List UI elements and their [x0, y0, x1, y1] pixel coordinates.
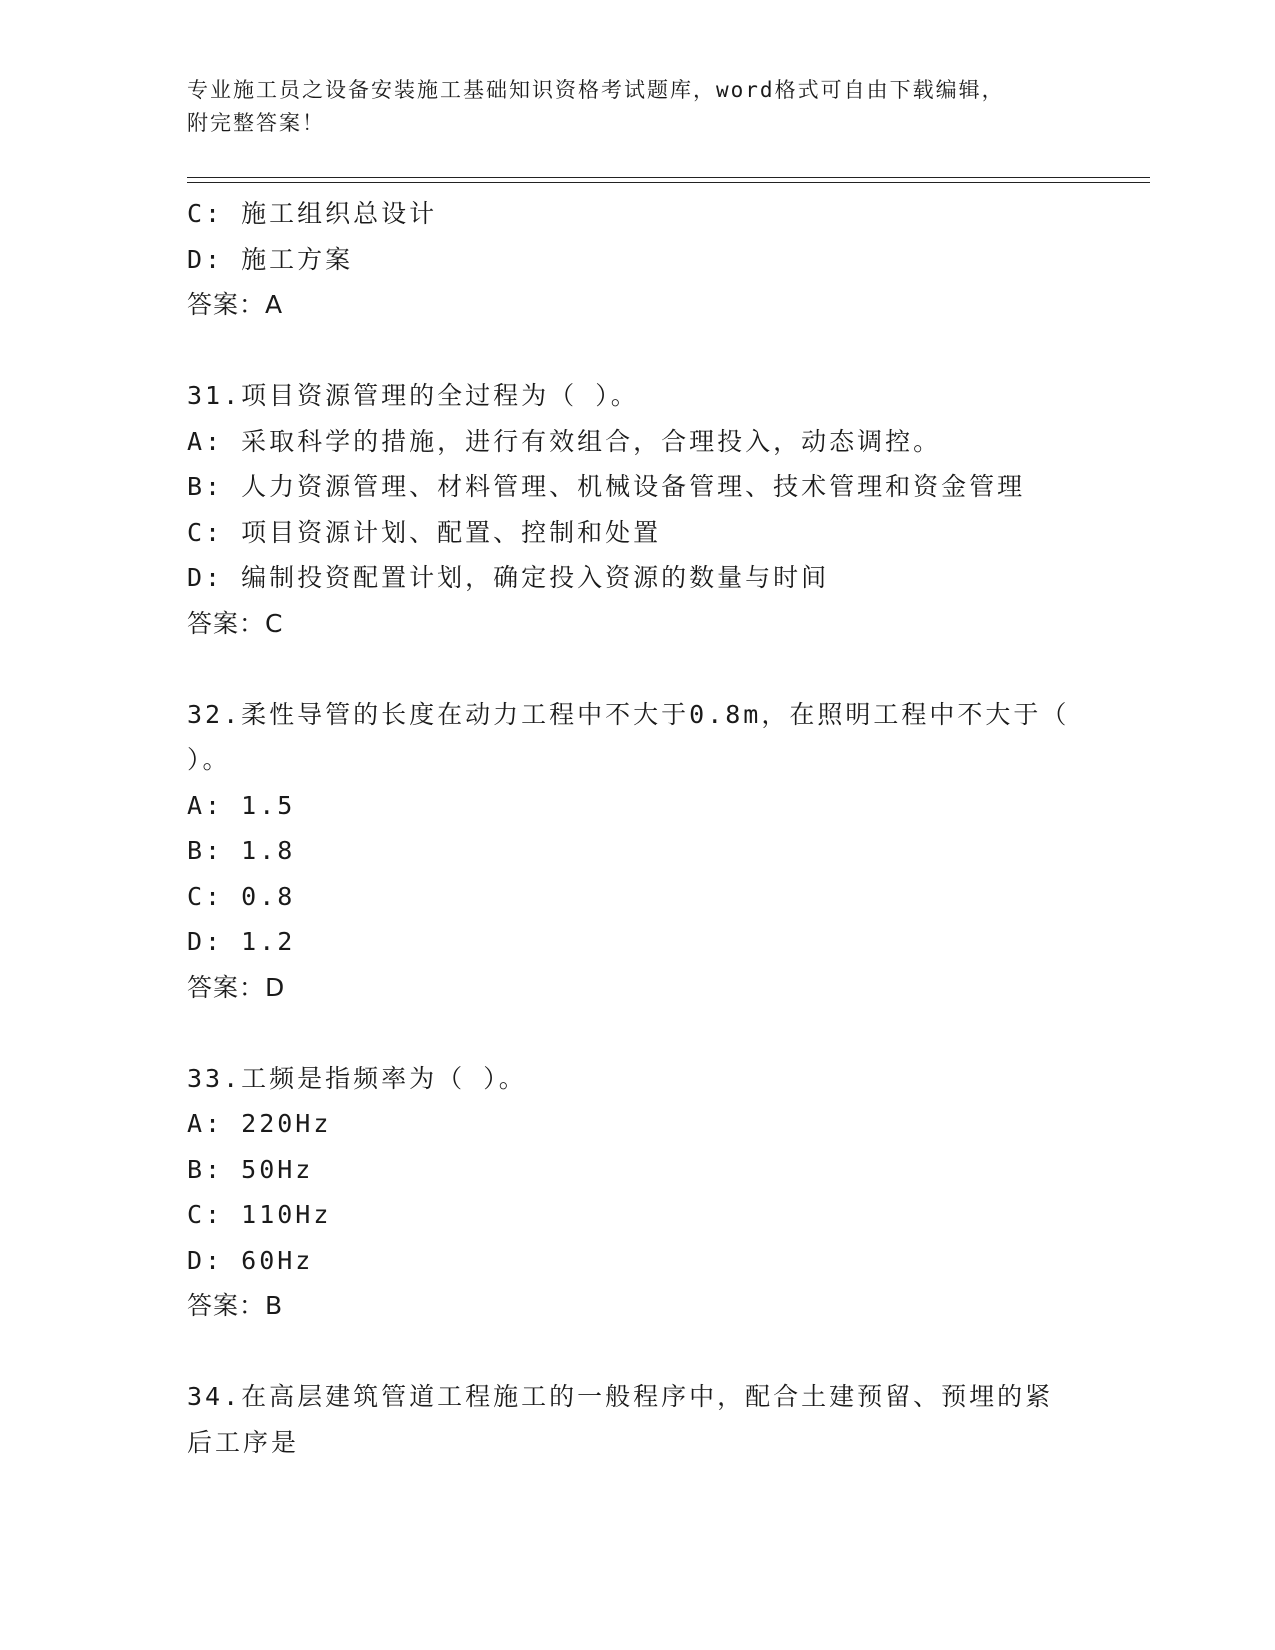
option-b: B: 人力资源管理、材料管理、机械设备管理、技术管理和资金管理 — [187, 472, 1026, 501]
option-d: D: 60Hz — [187, 1245, 314, 1275]
option-c: C: 110Hz — [187, 1200, 332, 1229]
header-divider-bottom — [187, 182, 1150, 183]
spacer — [187, 1329, 1087, 1375]
option-a: A: 采取科学的措施，进行有效组合，合理投入，动态调控。 — [187, 426, 942, 456]
answer-label: 答案：A — [187, 290, 284, 319]
header-divider-top — [187, 177, 1150, 178]
question-stem-continued: 后工序是 — [187, 1427, 300, 1457]
question-stem: 33.工频是指频率为（ ）。 — [187, 1063, 527, 1093]
option-a: A: 1.5 — [187, 790, 296, 820]
header-line-1: 专业施工员之设备安装施工基础知识资格考试题库，word格式可自由下载编辑， — [187, 78, 1005, 102]
option-b: B: 1.8 — [187, 836, 296, 865]
option-d: D: 施工方案 — [187, 244, 354, 274]
question-stem-continued: ）。 — [187, 745, 231, 774]
option-a: A: 220Hz — [187, 1109, 332, 1138]
option-c: C: 0.8 — [187, 881, 296, 911]
question-stem: 34.在高层建筑管道工程施工的一般程序中，配合土建预留、预埋的紧 — [187, 1382, 1054, 1411]
option-d: D: 1.2 — [187, 927, 296, 956]
question-stem: 31.项目资源管理的全过程为（ ）。 — [187, 381, 639, 410]
spacer — [187, 328, 1087, 374]
option-d: D: 编制投资配置计划，确定投入资源的数量与时间 — [187, 563, 830, 592]
option-b: B: 50Hz — [187, 1154, 314, 1184]
question-stem: 32.柔性导管的长度在动力工程中不大于0.8m，在照明工程中不大于（ — [187, 699, 1070, 729]
spacer — [187, 646, 1087, 692]
option-c: C: 施工组织总设计 — [187, 199, 438, 228]
question-list — [187, 191, 1087, 1465]
header-line-2: 附完整答案！ — [187, 111, 325, 135]
document-header — [187, 74, 1067, 140]
spacer — [187, 1010, 1087, 1056]
answer-label: 答案：C — [187, 608, 284, 638]
answer-label: 答案：B — [187, 1291, 284, 1320]
option-c: C: 项目资源计划、配置、控制和处置 — [187, 517, 662, 547]
answer-label: 答案：D — [187, 972, 286, 1002]
